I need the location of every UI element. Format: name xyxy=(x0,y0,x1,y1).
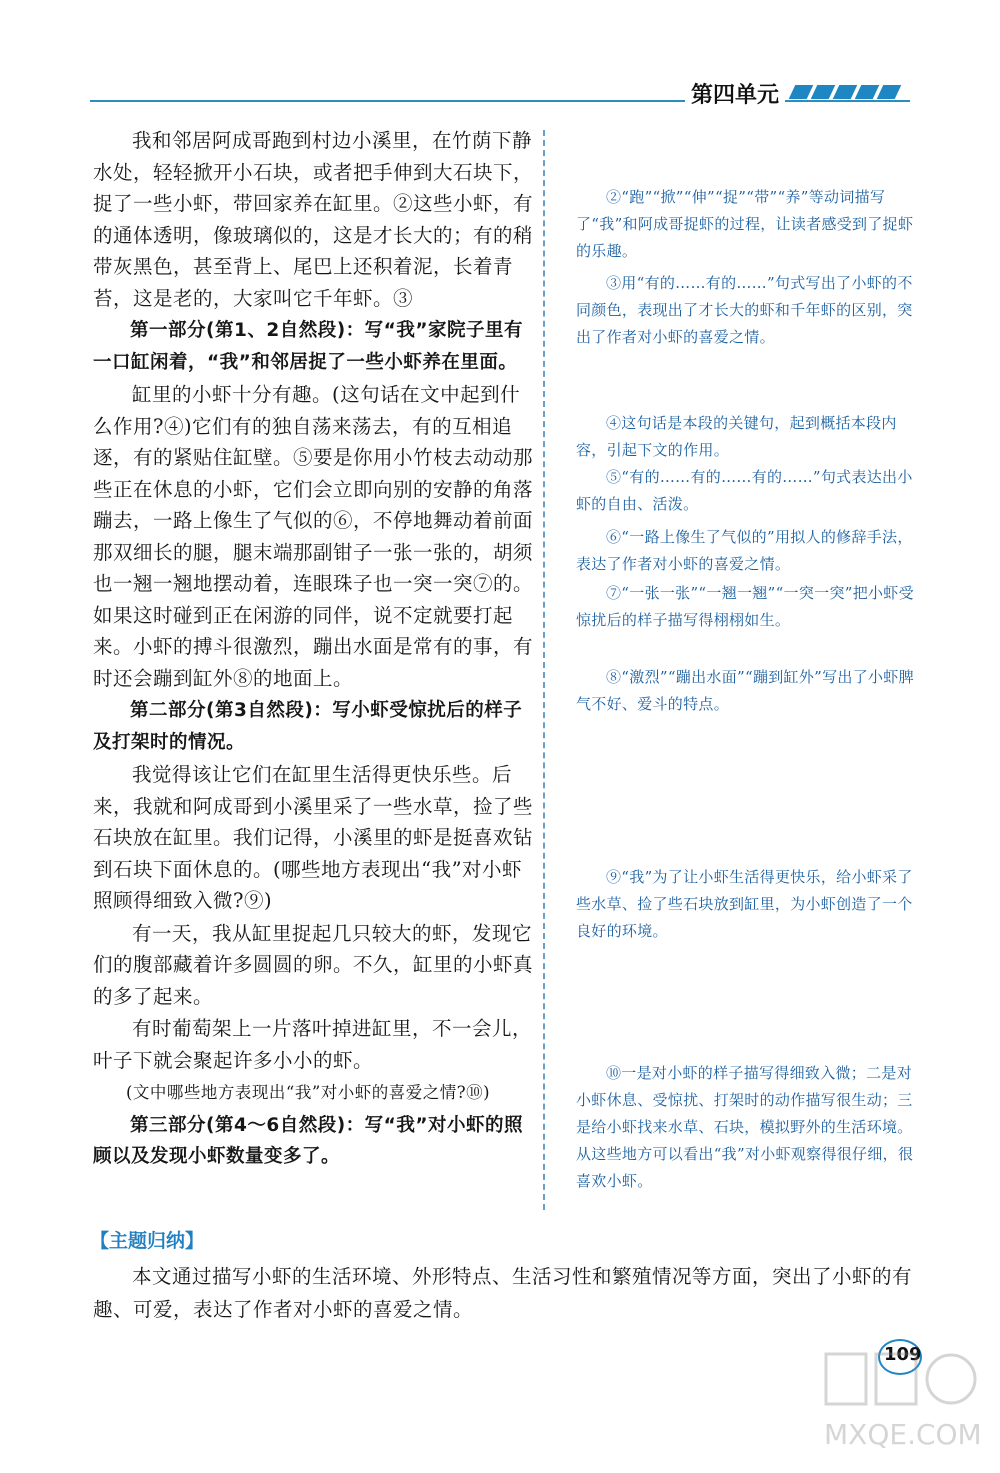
part-summary-2: 第二部分(第3自然段)：写小虾受惊扰后的样子及打架时的情况。 xyxy=(93,700,523,753)
theme-section-title: 【主题归纳】 xyxy=(90,1230,205,1252)
annotation-4: ④这句话是本段的关键句，起到概括本段内容，引起下文的作用。 xyxy=(576,414,897,459)
annotation-6: ⑥“一路上像生了气似的”用拟人的修辞手法，表达了作者对小虾的喜爱之情。 xyxy=(576,528,913,573)
watermark-text: MXQE.COM xyxy=(824,1418,982,1451)
paragraph-1: 我和邻居阿成哥跑到村边小溪里，在竹荫下静水处，轻轻掀开小石块，或者把手伸到大石块下，捉了一些小虾，带回家养在缸里。②这些小虾，有的通体透明，像玻璃似的，这是才长大的；有的稍带灰黑色，甚至背上、尾巴上还积着泥，长着青苔，这是老的，大家叫它千年虾。③ xyxy=(93,129,534,310)
watermark-logo xyxy=(816,1349,986,1459)
page-header xyxy=(90,78,910,108)
paragraph-5: 有时葡萄架上一片落叶掉进缸里，不一会儿，叶子下就会聚起许多小小的虾。 xyxy=(93,1017,533,1072)
paragraph-4: 有一天，我从缸里捉起几只较大的虾，发现它们的腹部藏着许多圆圆的卵。不久，缸里的小虾真的多了起来。 xyxy=(93,921,534,1008)
annotation-9: ⑨“我”为了让小虾生活得更快乐，给小虾采了些水草、捡了些石块放到缸里，为小虾创造了一个良好的环境。 xyxy=(576,868,913,940)
annotation-10: ⑩一是对小虾的样子描写得细致入微；二是对小虾休息、受惊扰、打架时的动作描写很生动；三是给小虾找来水草、石块，模拟野外的生活环境。从这些地方可以看出“我”对小虾观察得很仔细，很喜欢小虾。 xyxy=(576,1064,914,1190)
paragraph-2: 缸里的小虾十分有趣。(这句话在文中起到什么作用?④)它们有的独自荡来荡去，有的互相追逐，有的紧贴住缸壁。⑤要是你用小竹枝去动动那些正在休息的小虾，它们会立即向别的安静的角落蹦去，一路上像生了气似的⑥，不停地舞动着前面那双细长的腿，腿末端那副钳子一张一张的，胡须也一翘一翘地摆动着，连眼珠子也一突一突⑦的。如果这时碰到正在闲游的同伴，说不定就要打起来。小虾的搏斗很激烈，蹦出水面是常有的事，有时还会蹦到缸外⑧的地面上。 xyxy=(93,383,534,690)
part-summary-1: 第一部分(第1、2自然段)：写“我”家院子里有一口缸闲着，“我”和邻居捉了一些小虾养在里面。 xyxy=(93,320,523,373)
theme-summary: 本文通过描写小虾的生活环境、外形特点、生活习性和繁殖情况等方面，突出了小虾的有趣、可爱，表达了作者对小虾的喜爱之情。 xyxy=(93,1265,913,1321)
column-divider xyxy=(543,130,545,1210)
part-summary-3: 第三部分(第4～6自然段)：写“我”对小虾的照顾以及发现小虾数量变多了。 xyxy=(93,1114,523,1167)
header-rule xyxy=(90,100,910,102)
annotation-3: ③用“有的……有的……”句式写出了小虾的不同颜色，表现出了才长大的虾和千年虾的区别，突出了作者对小虾的喜爱之情。 xyxy=(576,274,913,346)
main-text-column xyxy=(93,125,533,1174)
annotation-7: ⑦“一张一张”“一翘一翘”“一突一突”把小虾受惊扰后的样子描写得栩栩如生。 xyxy=(576,584,914,629)
page-number: 109 xyxy=(884,1344,922,1365)
paragraph-3: 我觉得该让它们在缸里生活得更快乐些。后来，我就和阿成哥到小溪里采了一些水草，捡了些石块放在缸里。我们记得，小溪里的虾是挺喜欢钻到石块下面休息的。(哪些地方表现出“我”对小虾照顾得细致入微?⑨) xyxy=(93,763,534,912)
question-note: (文中哪些地方表现出“我”对小虾的喜爱之情?⑩) xyxy=(126,1083,491,1102)
annotation-2: ②“跑”“掀”“伸”“捉”“带”“养”等动词描写了“我”和阿成哥捉虾的过程，让读者感受到了捉虾的乐趣。 xyxy=(576,188,914,260)
annotation-5: ⑤“有的……有的……有的……”句式表达出小虾的自由、活泼。 xyxy=(576,468,913,513)
header-stripes-decoration xyxy=(792,84,910,102)
annotation-8: ⑧“激烈”“蹦出水面”“蹦到缸外”写出了小虾脾气不好、爱斗的特点。 xyxy=(576,668,914,713)
unit-title: 第四单元 xyxy=(685,78,785,109)
